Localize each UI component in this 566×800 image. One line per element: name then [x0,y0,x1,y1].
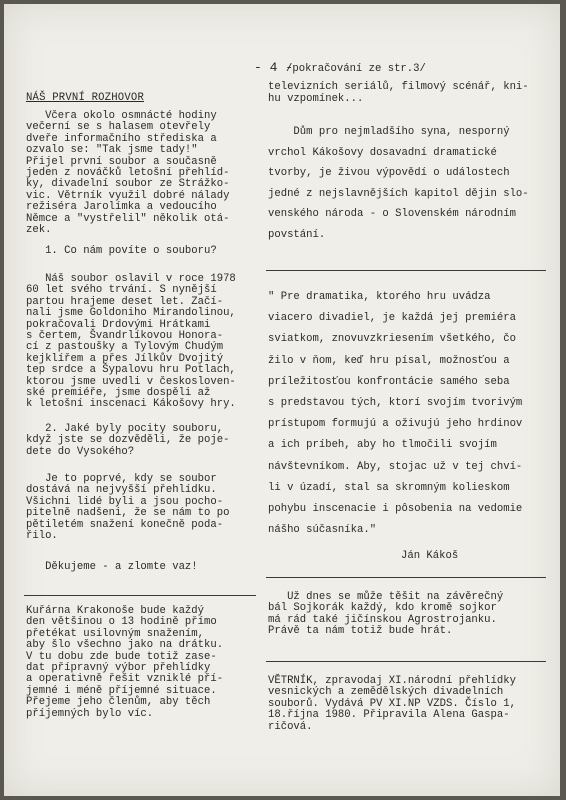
question-1: 1. Co nám povíte o souboru? [26,245,217,257]
colophon: VĚTRNÍK, zpravodaj XI.národní přehlídky vesnických a zemědělských divadelních souborů. Vydává PV XI.NP VZDS. Číslo 1, 18.října 1980. Připravila Alena Gaspa- ričová. [268,675,516,733]
thanks-line: Děkujeme - a zlomte vaz! [26,561,198,573]
interview-intro: Včera okolo osmnácté hodiny večerní se s halasem otevřely dveře informačního střediska a ozvalo se: "Tak jsme tady!" Přijel první soubor a současně jeden z nováčků letošní přehlíd- ky, divadelní soubor ze Strážko- vic. Větrník využil dobré nálady režiséra Jarolímka a vedoucího Němce a "vystřelil" několik otá- zek. [26,110,230,237]
play-description: Dům pro nejmladšího syna, nesporný vrchol Kákošovy dosavadní dramatické tvorby, je živou výpovědí o událostech jedné z nejslavnějších kapitol dějin slo- venského národa - o Slovenském národním povstání. [268,126,529,241]
answer-1: Náš soubor oslavil v roce 1978 60 let svého trvání. S nynější partou hrajeme deset let. Začí- nali jsme Goldoniho Mirandolinou, pokračovali Drdovými Hrátkami s čertem, Švandrlíkovou Honora- cí z pastoušky a Tylovým Chudým kejklířem a přes Jílkův Dvojitý tep srdce a Šypalovu hru Potlach, ktorou jsme uvedli v českosloven- ské premiéře, jsme dospěli až k letošní inscenaci Kákošovy hry. [26,273,236,411]
interview-heading: NÁŠ PRVNÍ ROZHOVOR [26,92,145,104]
newsletter-page [4,4,560,796]
closing-ball-note: Už dnes se může těšit na závěrečný bál Sojkorák každý, kdo kromě sojkor má rád také jičínskou Agrostrojanku. Právě ta nám totiž bude hrát. [268,591,504,638]
answer-2: Je to poprvé, kdy se soubor dostává na nejvyšší přehlídku. Všichni lidé byli a jsou pocho- pitelně nadšeni, že se nám to po pětiletém snažení konečně poda- řilo. [26,473,230,543]
divider [266,577,546,578]
smoking-room-note: Kuřárna Krakonoše bude každý den většinou o 13 hodině přímo přetékat usilovným snažením, aby šlo všechno jako na drátku. V tu dobu zde bude totiž zase- dat přípravný výbor přehlídky a operativně řešit vzniklé pří- jemné i méně příjemné situace. Přejeme jeho členům, aby těch příjemných bylo víc. [26,605,224,720]
continued-label: /pokračování ze str.3/ [286,63,426,75]
question-2: 2. Jaké byly pocity souboru, když jste se dozvěděli, že poje- dete do Vysokého? [26,423,230,458]
divider [266,661,546,662]
dramatist-quote: " Pre dramatika, ktorého hru uvádza viacero divadiel, je každá jej premiéra sviatkom, znovuvzkriesením všetkého, čo žilo v ňom, keď hru písal, možnosťou a príležitosťou konfrontácie samého seba s predstavou tých, ktorí svojím tvorivým prístupom formujú a oživujú jeho hrdinov a ich príbeh, aby ho tlmočili svojím návštevníkom. Aby, stojac už v tej chví- li v úzadí, stal sa skromným kolieskom pohybu inscenacie i pôsobenia na vedomie nášho súčasníka." [268,291,523,537]
divider [266,270,546,271]
page-number: - 4 - [254,60,294,75]
divider [24,595,256,596]
continued-text: televizních seriálů, filmový scénář, kni- hu vzpomínek... [268,81,529,106]
interview-heading-wrap [26,87,258,105]
quote-author: Ján Kákoš [401,550,459,562]
